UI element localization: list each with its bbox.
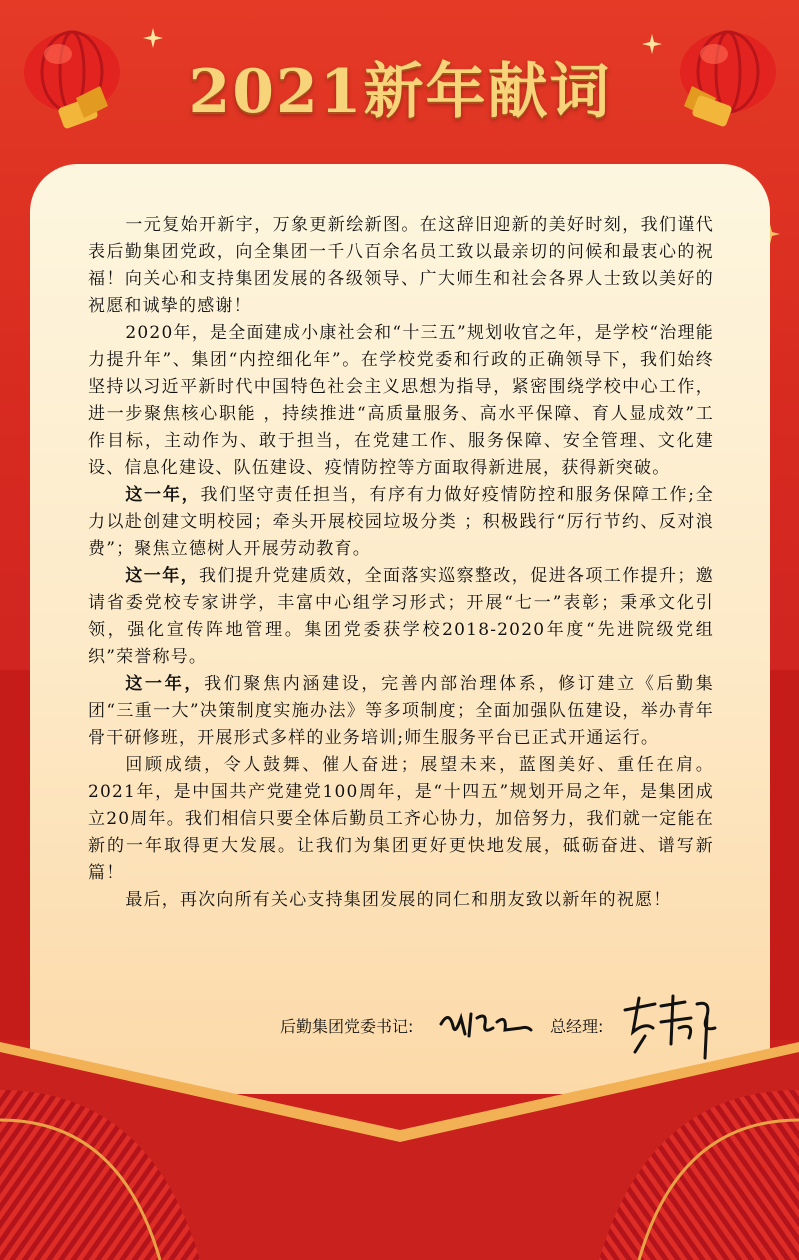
paragraph: 这一年，我们聚焦内涵建设，完善内部治理体系，修订建立《后勤集团“三重一大”决策制度实施办法》等多项制度；全面加强队伍建设，举办青年骨干研修班，开展形式多样的业务培训;师生服务平台已正式开通运行。 — [88, 674, 714, 748]
paragraph: 这一年，我们坚守责任担当，有序有力做好疫情防控和服务保障工作;全力以赴创建文明校园；牵头开展校园垃圾分类 ；积极践行“厉行节约、反对浪费”；聚焦立德树人开展劳动教育。 — [88, 485, 714, 559]
sparkle-icon — [642, 34, 662, 54]
paper-fan-icon — [0, 1090, 200, 1260]
lantern-icon — [10, 14, 130, 134]
manager-label: 总经理: — [550, 1017, 604, 1036]
paragraph: 这一年，我们提升党建质效，全面落实巡察整改，促进各项工作提升；邀请省委党校专家讲学，丰富中心组学习形式；开展“七一”表彰；秉承文化引领，强化宣传阵地管理。集团党委获学校2018-2020年度“先进院级党组织”荣誉称号。 — [88, 566, 714, 667]
lantern-icon — [670, 14, 790, 134]
paragraph: 2020年，是全面建成小康社会和“十三五”规划收官之年，是学校“治理能力提升年”、集团“内控细化年”。在学校党委和行政的正确领导下，我们始终坚持以习近平新时代中国特色社会主义思想为指导，紧密围绕学校中心工作，进一步聚焦核心职能 ，持续推进“高质量服务、高水平保障、育人显成效”工作目标，主动作为、敢于担当，在党建工作、服务保障、安全管理、文化建设、信息化建设、队伍建设、疫情防控等方面取得新进展，获得新突破。 — [88, 323, 714, 478]
paragraph: 回顾成绩，令人鼓舞、催人奋进；展望未来，蓝图美好、重任在肩。2021年，是中国共产党建党100周年，是“十四五”规划开局之年，是集团成立20周年。我们相信只要全体后勤员工齐心协力，加倍努力，我们就一定能在新的一年取得更大发展。让我们为集团更好更快地发展，砥砺奋进、谱写新篇！ — [88, 755, 714, 883]
letter-body — [88, 212, 714, 914]
secretary-label: 后勤集团党委书记: — [280, 1017, 414, 1036]
paragraph: 最后，再次向所有关心支持集团发展的同仁和朋友致以新年的祝愿！ — [125, 890, 672, 910]
page-title: 2021新年献词 — [188, 57, 612, 127]
paragraph: 一元复始开新宇，万象更新绘新图。在这辞旧迎新的美好时刻，我们谨代表后勤集团党政，向全集团一千八百余名员工致以最亲切的问候和最衷心的祝福！向关心和支持集团发展的各级领导、广大师生和社会各界人士致以美好的祝愿和诚挚的感谢！ — [88, 215, 714, 316]
sparkle-icon — [143, 28, 163, 48]
paper-fan-icon — [599, 1090, 799, 1260]
